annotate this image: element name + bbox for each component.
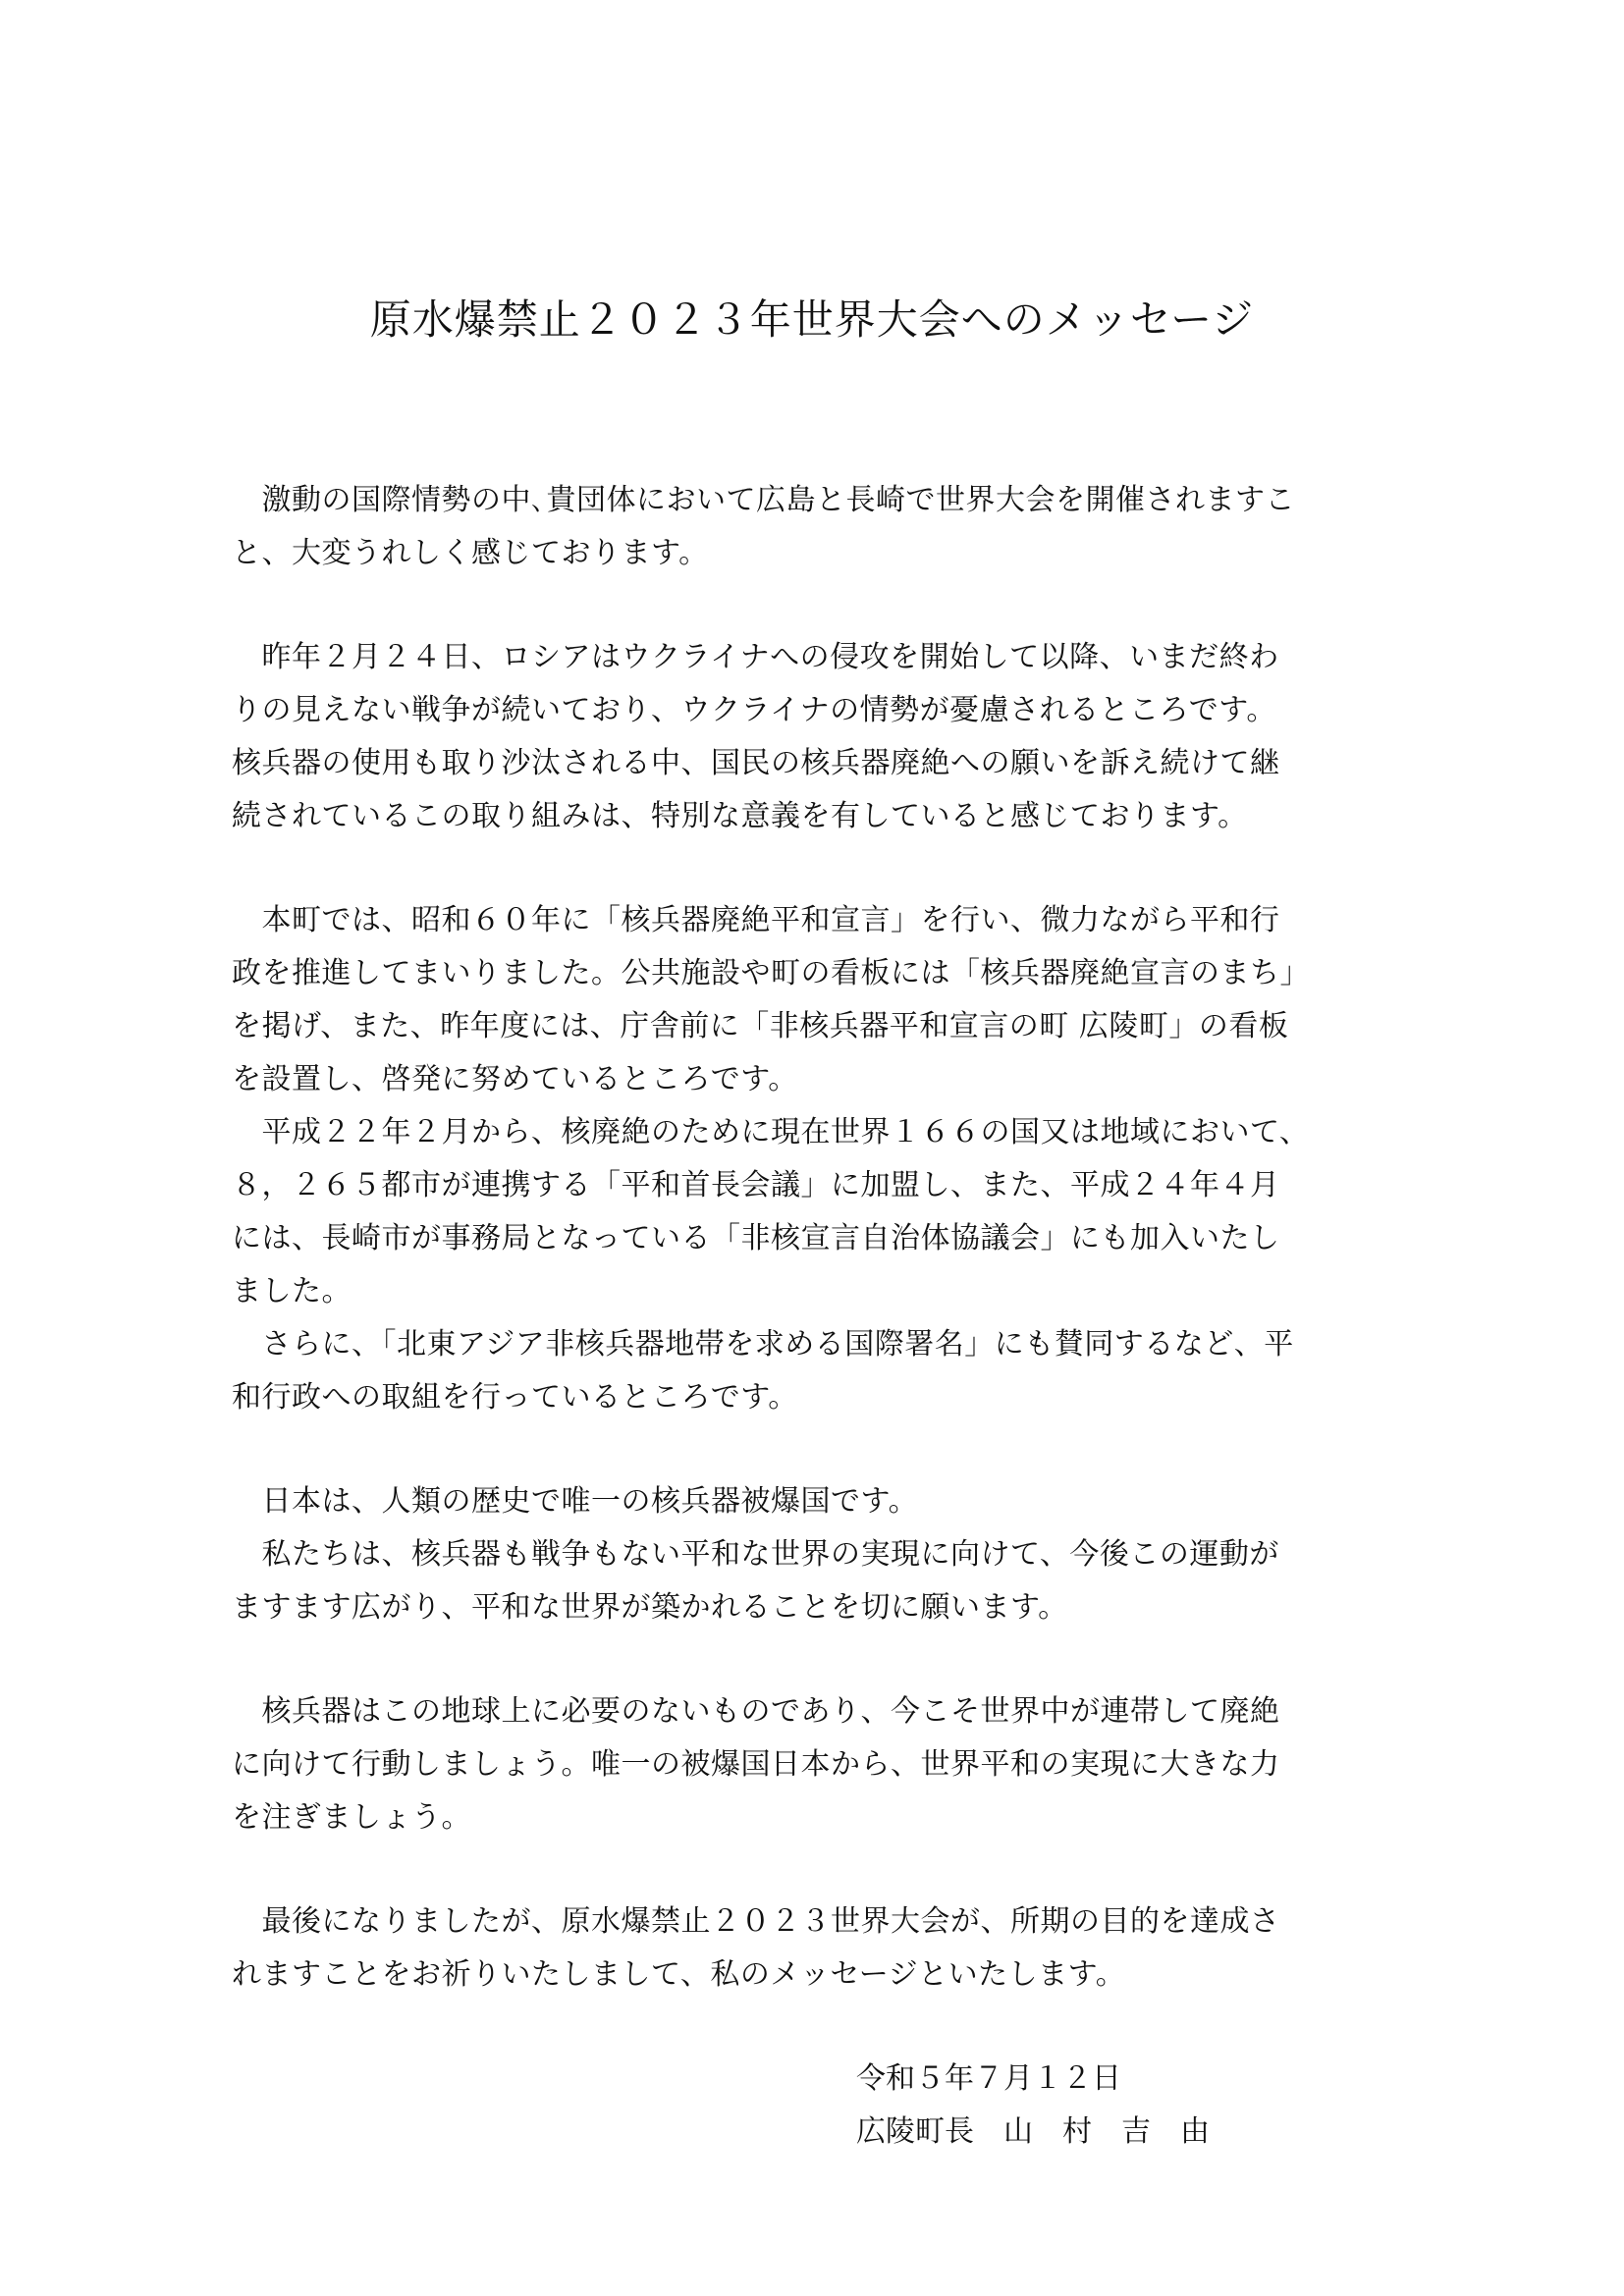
body-line: 昨年２月２４日、ロシアはウクライナへの侵攻を開始して以降、いまだ終わ xyxy=(232,640,1279,674)
body-line: 核兵器の使用も取り沙汰される中、国民の核兵器廃絶への願いを訴え続けて継 xyxy=(232,746,1280,780)
body-line: には、長崎市が事務局となっている「非核宣言自治体協議会」にも加入いたし xyxy=(232,1221,1280,1255)
body-line: 和行政への取組を行っているところです。 xyxy=(232,1380,798,1415)
body-line: ますます広がり、平和な世界が築かれることを切に願います。 xyxy=(232,1590,1068,1625)
body-line: さらに、「北東アジア非核兵器地帯を求める国際署名」にも賛同するなど、平 xyxy=(232,1327,1294,1362)
body-line: ８，２６５都市が連携する「平和首長会議」に加盟し、また、平成２４年４月 xyxy=(232,1168,1280,1202)
body-line: 本町では、昭和６０年に「核兵器廃絶平和宣言」を行い、微力ながら平和行 xyxy=(232,903,1280,937)
body-line: を掲げ、また、昨年度には、庁舎前に「非核兵器平和宣言の町 広陵町」の看板 xyxy=(232,1009,1289,1043)
date-line: 令和５年７月１２日 xyxy=(856,2061,1121,2096)
body-line: を設置し、啓発に努めているところです。 xyxy=(232,1062,798,1096)
body-line: 日本は、人類の歴史で唯一の核兵器被爆国です。 xyxy=(232,1484,919,1519)
body-line: 政を推進してまいりました。公共施設や町の看板には「核兵器廃絶宣言のまち」 xyxy=(232,956,1310,990)
document-title: 原水爆禁止２０２３年世界大会へのメッセージ xyxy=(369,295,1255,344)
body-line: 続されているこの取り組みは、特別な意義を有していると感じております。 xyxy=(232,799,1248,833)
body-line: を注ぎましょう。 xyxy=(232,1800,471,1835)
body-line: 私たちは、核兵器も戦争もない平和な世界の実現に向けて、今後この運動が xyxy=(232,1537,1279,1572)
body-line: に向けて行動しましょう。唯一の被爆国日本から、世界平和の実現に大きな力 xyxy=(232,1747,1280,1782)
body-line: 平成２２年２月から、核廃絶のために現在世界１６６の国又は地域において、 xyxy=(232,1115,1310,1149)
body-line: りの見えない戦争が続いており、ウクライナの情勢が憂慮されるところです。 xyxy=(232,693,1276,727)
body-line: ました。 xyxy=(232,1274,352,1308)
body-line: 最後になりましたが、原水爆禁止２０２３世界大会が、所期の目的を達成さ xyxy=(232,1904,1280,1939)
body-line: と、大変うれしく感じております。 xyxy=(232,536,709,570)
body-line: 核兵器はこの地球上に必要のないものであり、今こそ世界中が連帯して廃絶 xyxy=(232,1694,1280,1729)
body-line: れますことをお祈りいたしまして、私のメッセージといたします。 xyxy=(232,1957,1126,1992)
body-line: 激動の国際情勢の中､貴団体において広島と長崎で世界大会を開催されますこ xyxy=(232,483,1295,517)
signature-line: 広陵町長 山 村 吉 由 xyxy=(856,2114,1210,2149)
